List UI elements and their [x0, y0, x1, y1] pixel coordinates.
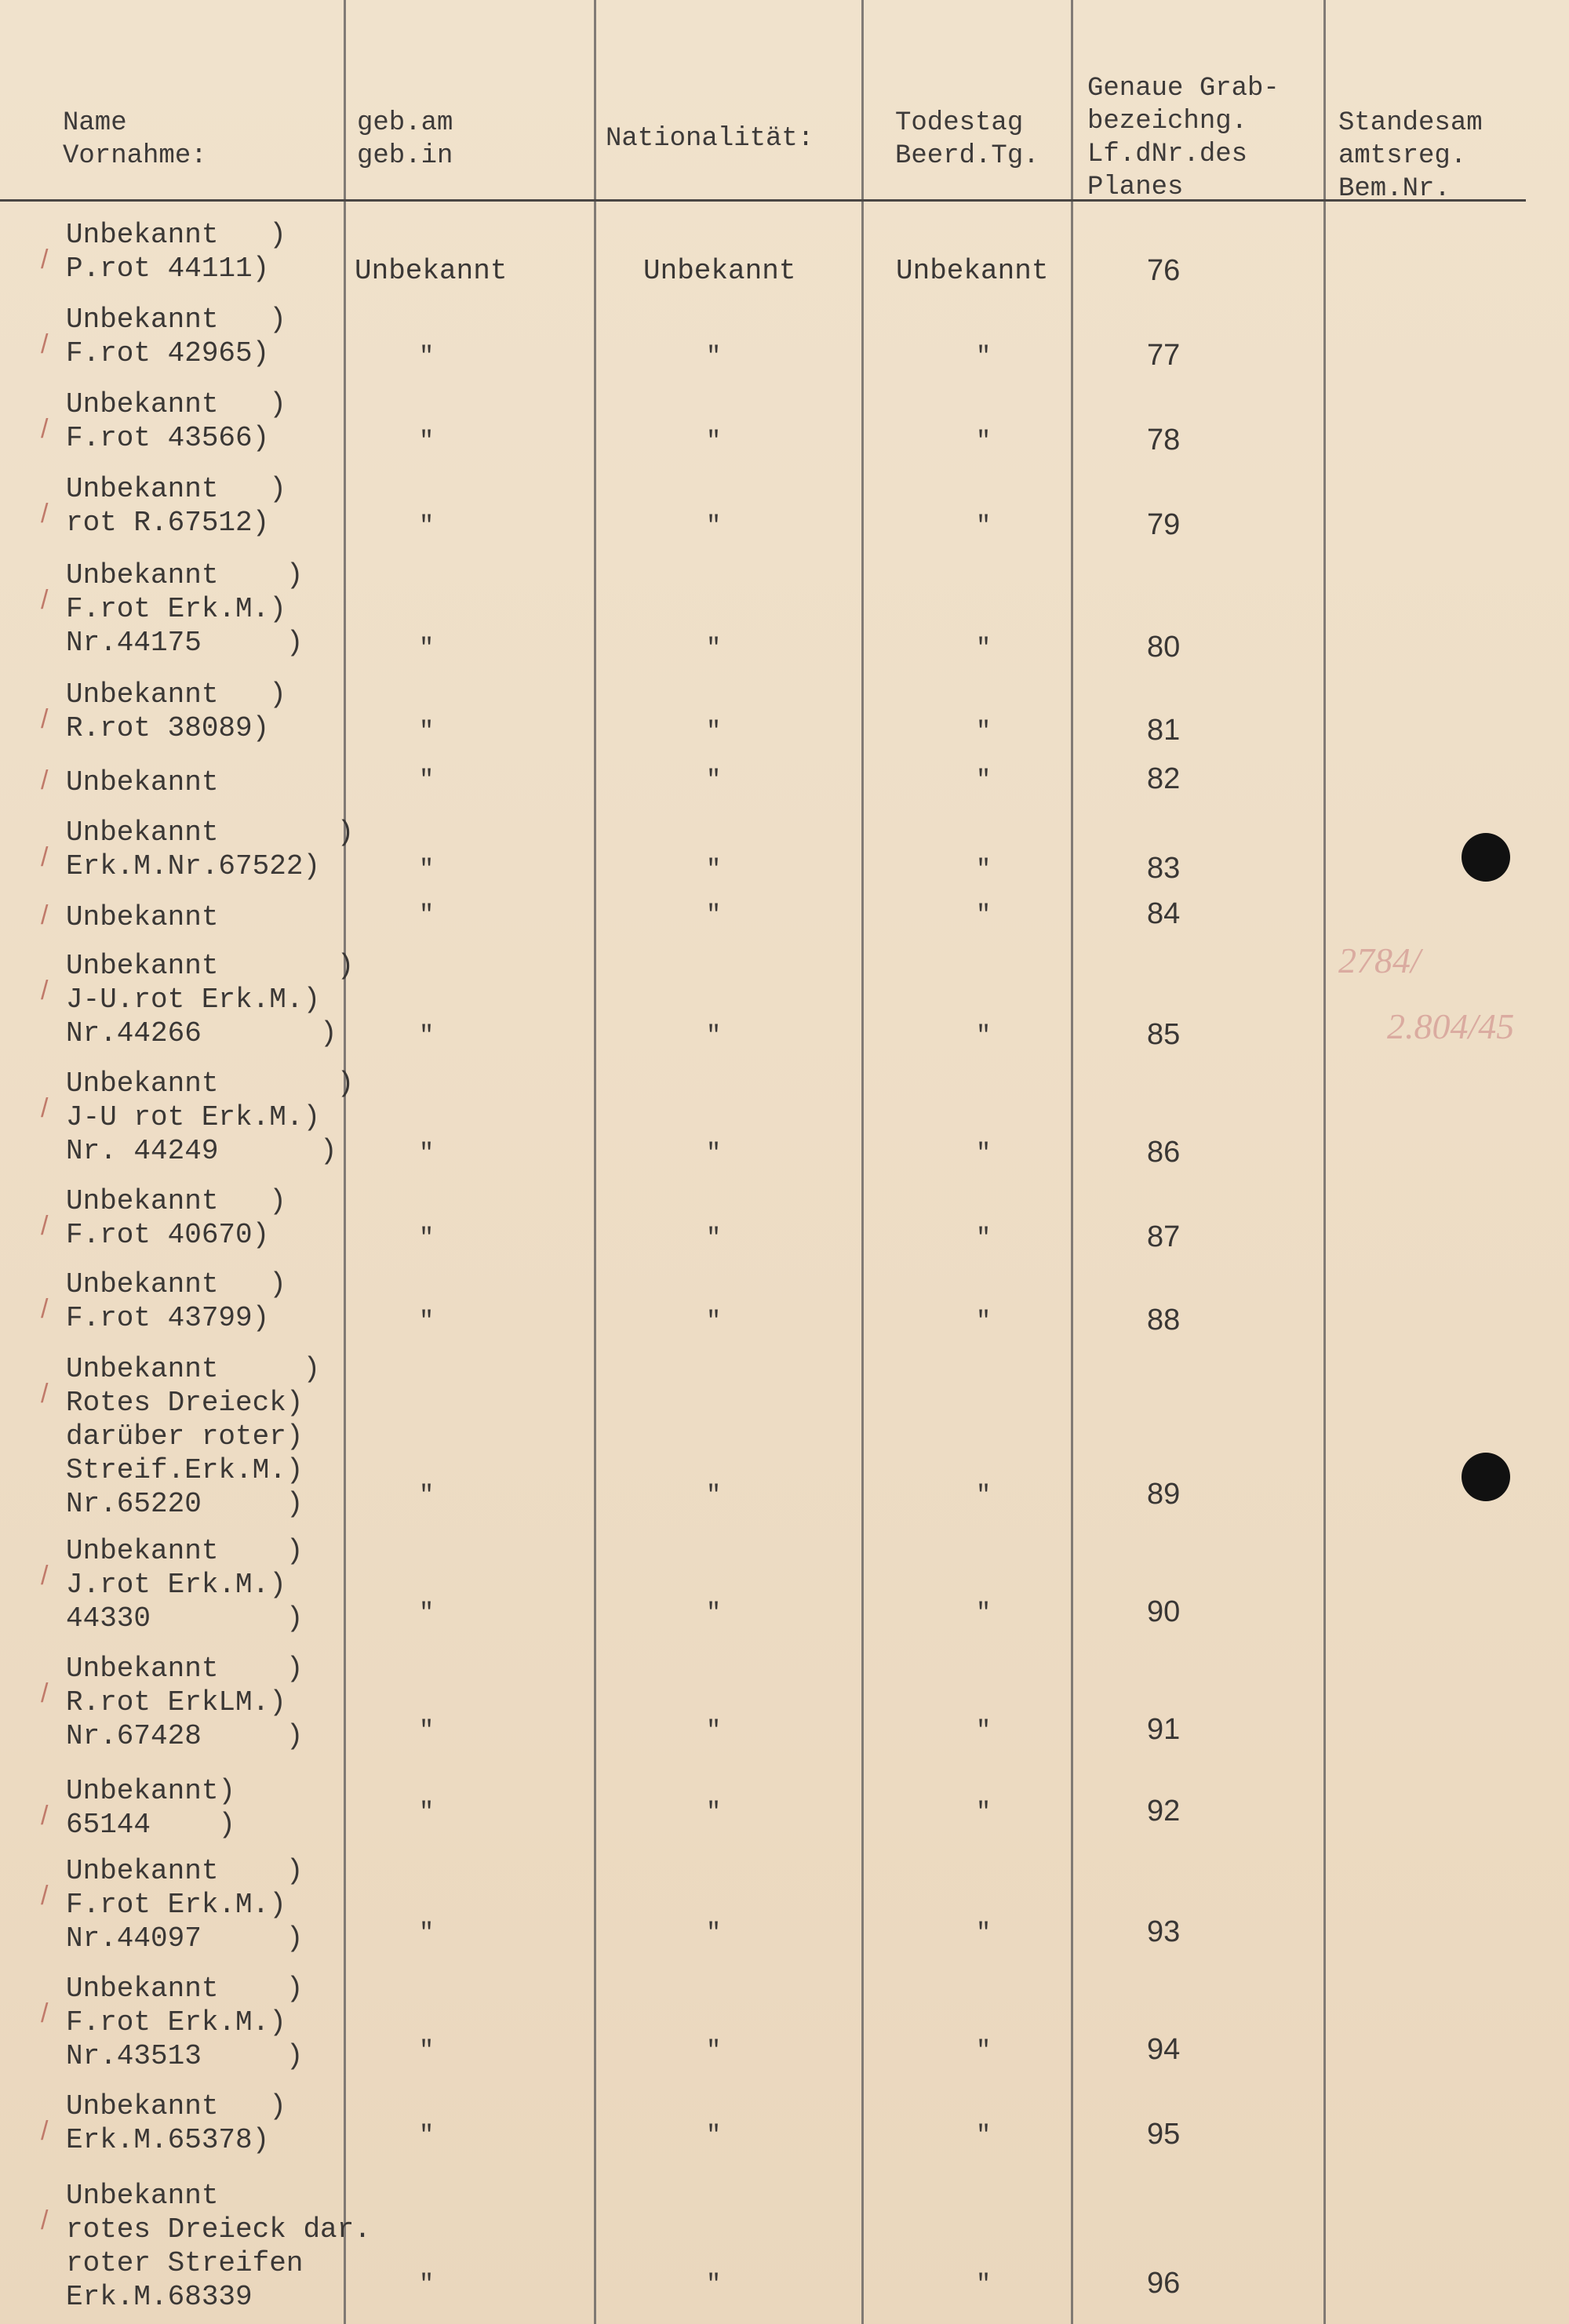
ditto-born: " — [419, 2036, 435, 2065]
pencil-annotation: 2.804/45 — [1387, 1006, 1515, 1046]
header-rule — [0, 199, 1526, 202]
record-name: Unbekannt ) J.rot Erk.M.) 44330 ) — [66, 1535, 304, 1635]
row-tick-mark: / — [41, 704, 49, 734]
row-tick-mark: / — [41, 1561, 49, 1591]
ditto-born: " — [419, 634, 435, 663]
record-name: Unbekannt ) Rotes Dreieck) darüber roter) Streif.Erk.M.) Nr.65220 ) — [66, 1353, 321, 1520]
record-death: Unbekannt — [896, 255, 1049, 287]
row-tick-mark: / — [41, 766, 49, 795]
ditto-nationality: " — [706, 1598, 722, 1628]
record-grave-number: 76 — [1147, 254, 1181, 287]
ditto-nationality: " — [706, 2121, 722, 2150]
row-tick-mark: / — [41, 585, 49, 615]
ditto-death: " — [976, 1307, 992, 1336]
column-rule — [1323, 0, 1326, 2324]
record-grave-number: 95 — [1147, 2118, 1181, 2151]
ditto-nationality: " — [706, 855, 722, 884]
ditto-death: " — [976, 1598, 992, 1628]
ditto-death: " — [976, 1021, 992, 1050]
record-grave-number: 77 — [1147, 339, 1181, 372]
ditto-born: " — [419, 2270, 435, 2299]
row-tick-mark: / — [41, 245, 49, 275]
row-tick-mark: / — [41, 1379, 49, 1409]
record-name: Unbekannt ) Erk.M.65378) — [66, 2090, 286, 2156]
row-tick-mark: / — [41, 329, 49, 359]
ditto-born: " — [419, 1798, 435, 1827]
ditto-death: " — [976, 900, 992, 929]
ditto-nationality: " — [706, 2036, 722, 2065]
ditto-death: " — [976, 766, 992, 795]
ditto-death: " — [976, 2121, 992, 2150]
ditto-nationality: " — [706, 900, 722, 929]
row-tick-mark: / — [41, 2206, 49, 2235]
ditto-nationality: " — [706, 1716, 722, 1745]
pencil-annotation: 2784/ — [1338, 940, 1421, 980]
record-name: Unbekannt ) R.rot ErkLM.) Nr.67428 ) — [66, 1653, 304, 1752]
ditto-death: " — [976, 427, 992, 456]
ditto-death: " — [976, 1139, 992, 1168]
record-grave-number: 91 — [1147, 1713, 1181, 1746]
punch-hole — [1462, 833, 1510, 882]
ditto-born: " — [419, 1598, 435, 1628]
ditto-death: " — [976, 342, 992, 371]
ditto-nationality: " — [706, 1021, 722, 1050]
record-name: Unbekannt ) Erk.M.Nr.67522) — [66, 816, 355, 882]
ditto-born: " — [419, 1224, 435, 1253]
ditto-nationality: " — [706, 1307, 722, 1336]
ditto-death: " — [976, 1798, 992, 1827]
ditto-born: " — [419, 511, 435, 540]
ditto-nationality: " — [706, 717, 722, 746]
record-name: Unbekannt ) F.rot 40670) — [66, 1185, 286, 1251]
ditto-born: " — [419, 1716, 435, 1745]
ditto-death: " — [976, 855, 992, 884]
record-grave-number: 80 — [1147, 631, 1181, 664]
ditto-death: " — [976, 1918, 992, 1948]
ditto-born: " — [419, 1918, 435, 1948]
row-tick-mark: / — [41, 2116, 49, 2146]
column-rule — [594, 0, 596, 2324]
ditto-death: " — [976, 511, 992, 540]
header-nationality: Nationalität: — [606, 124, 814, 154]
ditto-born: " — [419, 1139, 435, 1168]
record-name: Unbekannt ) F.rot 43799) — [66, 1268, 286, 1334]
record-name: Unbekannt ) J-U.rot Erk.M.) Nr.44266 ) — [66, 950, 355, 1049]
record-name: Unbekannt rotes Dreieck dar. roter Streifen Erk.M.68339 — [66, 2180, 371, 2313]
ditto-nationality: " — [706, 427, 722, 456]
record-grave-number: 96 — [1147, 2267, 1181, 2300]
record-grave-number: 87 — [1147, 1220, 1181, 1253]
row-tick-mark: / — [41, 1801, 49, 1831]
row-tick-mark: / — [41, 1678, 49, 1708]
record-name: Unbekannt) 65144 ) — [66, 1775, 236, 1841]
ditto-born: " — [419, 2121, 435, 2150]
record-name: Unbekannt ) rot R.67512) — [66, 473, 286, 539]
record-grave-number: 88 — [1147, 1304, 1181, 1337]
column-rule — [861, 0, 864, 2324]
record-grave-number: 94 — [1147, 2033, 1181, 2066]
record-name: Unbekannt ) F.rot Erk.M.) Nr.44175 ) — [66, 559, 304, 659]
ditto-born: " — [419, 1307, 435, 1336]
ditto-born: " — [419, 342, 435, 371]
ditto-death: " — [976, 1716, 992, 1745]
record-grave-number: 93 — [1147, 1915, 1181, 1948]
header-registry: Standesam amtsreg. Bem.Nr. — [1338, 108, 1483, 204]
ditto-nationality: " — [706, 1798, 722, 1827]
row-tick-mark: / — [41, 1294, 49, 1324]
record-name: Unbekannt ) P.rot 44111) — [66, 219, 286, 285]
record-name: Unbekannt ) F.rot Erk.M.) Nr.43513 ) — [66, 1973, 304, 2072]
record-grave-number: 90 — [1147, 1595, 1181, 1628]
punch-hole — [1462, 1453, 1510, 1501]
row-tick-mark: / — [41, 414, 49, 444]
record-born: Unbekannt — [355, 255, 508, 287]
row-tick-mark: / — [41, 976, 49, 1006]
record-grave-number: 82 — [1147, 762, 1181, 795]
row-tick-mark: / — [41, 842, 49, 872]
row-tick-mark: / — [41, 900, 49, 930]
record-nationality: Unbekannt — [643, 255, 796, 287]
ditto-death: " — [976, 2036, 992, 2065]
ditto-nationality: " — [706, 1224, 722, 1253]
ditto-nationality: " — [706, 511, 722, 540]
record-grave-number: 81 — [1147, 714, 1181, 747]
ditto-death: " — [976, 2270, 992, 2299]
record-grave-number: 89 — [1147, 1478, 1181, 1511]
record-name: Unbekannt — [66, 901, 219, 933]
header-born: geb.am geb.in — [357, 108, 453, 171]
header-grave: Genaue Grab- bezeichng. Lf.dNr.des Planes — [1087, 74, 1280, 202]
ditto-born: " — [419, 717, 435, 746]
row-tick-mark: / — [41, 1211, 49, 1241]
record-name: Unbekannt ) F.rot 42965) — [66, 304, 286, 369]
record-grave-number: 83 — [1147, 852, 1181, 885]
ditto-nationality: " — [706, 2270, 722, 2299]
ditto-death: " — [976, 717, 992, 746]
column-rule — [1071, 0, 1073, 2324]
ditto-nationality: " — [706, 1139, 722, 1168]
record-name: Unbekannt ) R.rot 38089) — [66, 678, 286, 744]
row-tick-mark: / — [41, 1998, 49, 2028]
ditto-born: " — [419, 766, 435, 795]
ditto-death: " — [976, 1224, 992, 1253]
record-grave-number: 85 — [1147, 1018, 1181, 1051]
ditto-death: " — [976, 1481, 992, 1510]
row-tick-mark: / — [41, 1093, 49, 1123]
record-name: Unbekannt ) F.rot 43566) — [66, 388, 286, 454]
record-grave-number: 78 — [1147, 424, 1181, 456]
ditto-born: " — [419, 1481, 435, 1510]
record-name: Unbekannt — [66, 766, 219, 798]
record-grave-number: 79 — [1147, 508, 1181, 541]
ditto-born: " — [419, 427, 435, 456]
record-grave-number: 84 — [1147, 897, 1181, 930]
record-grave-number: 92 — [1147, 1795, 1181, 1828]
header-death: Todestag Beerd.Tg. — [895, 108, 1039, 171]
ditto-born: " — [419, 900, 435, 929]
row-tick-mark: / — [41, 499, 49, 529]
ditto-born: " — [419, 855, 435, 884]
ditto-death: " — [976, 634, 992, 663]
ditto-born: " — [419, 1021, 435, 1050]
ditto-nationality: " — [706, 766, 722, 795]
ditto-nationality: " — [706, 342, 722, 371]
ditto-nationality: " — [706, 1918, 722, 1948]
ditto-nationality: " — [706, 634, 722, 663]
row-tick-mark: / — [41, 1881, 49, 1911]
ditto-nationality: " — [706, 1481, 722, 1510]
header-name: Name Vornahme: — [63, 108, 207, 171]
record-grave-number: 86 — [1147, 1136, 1181, 1169]
record-name: Unbekannt ) F.rot Erk.M.) Nr.44097 ) — [66, 1855, 304, 1955]
record-name: Unbekannt ) J-U rot Erk.M.) Nr. 44249 ) — [66, 1067, 355, 1167]
